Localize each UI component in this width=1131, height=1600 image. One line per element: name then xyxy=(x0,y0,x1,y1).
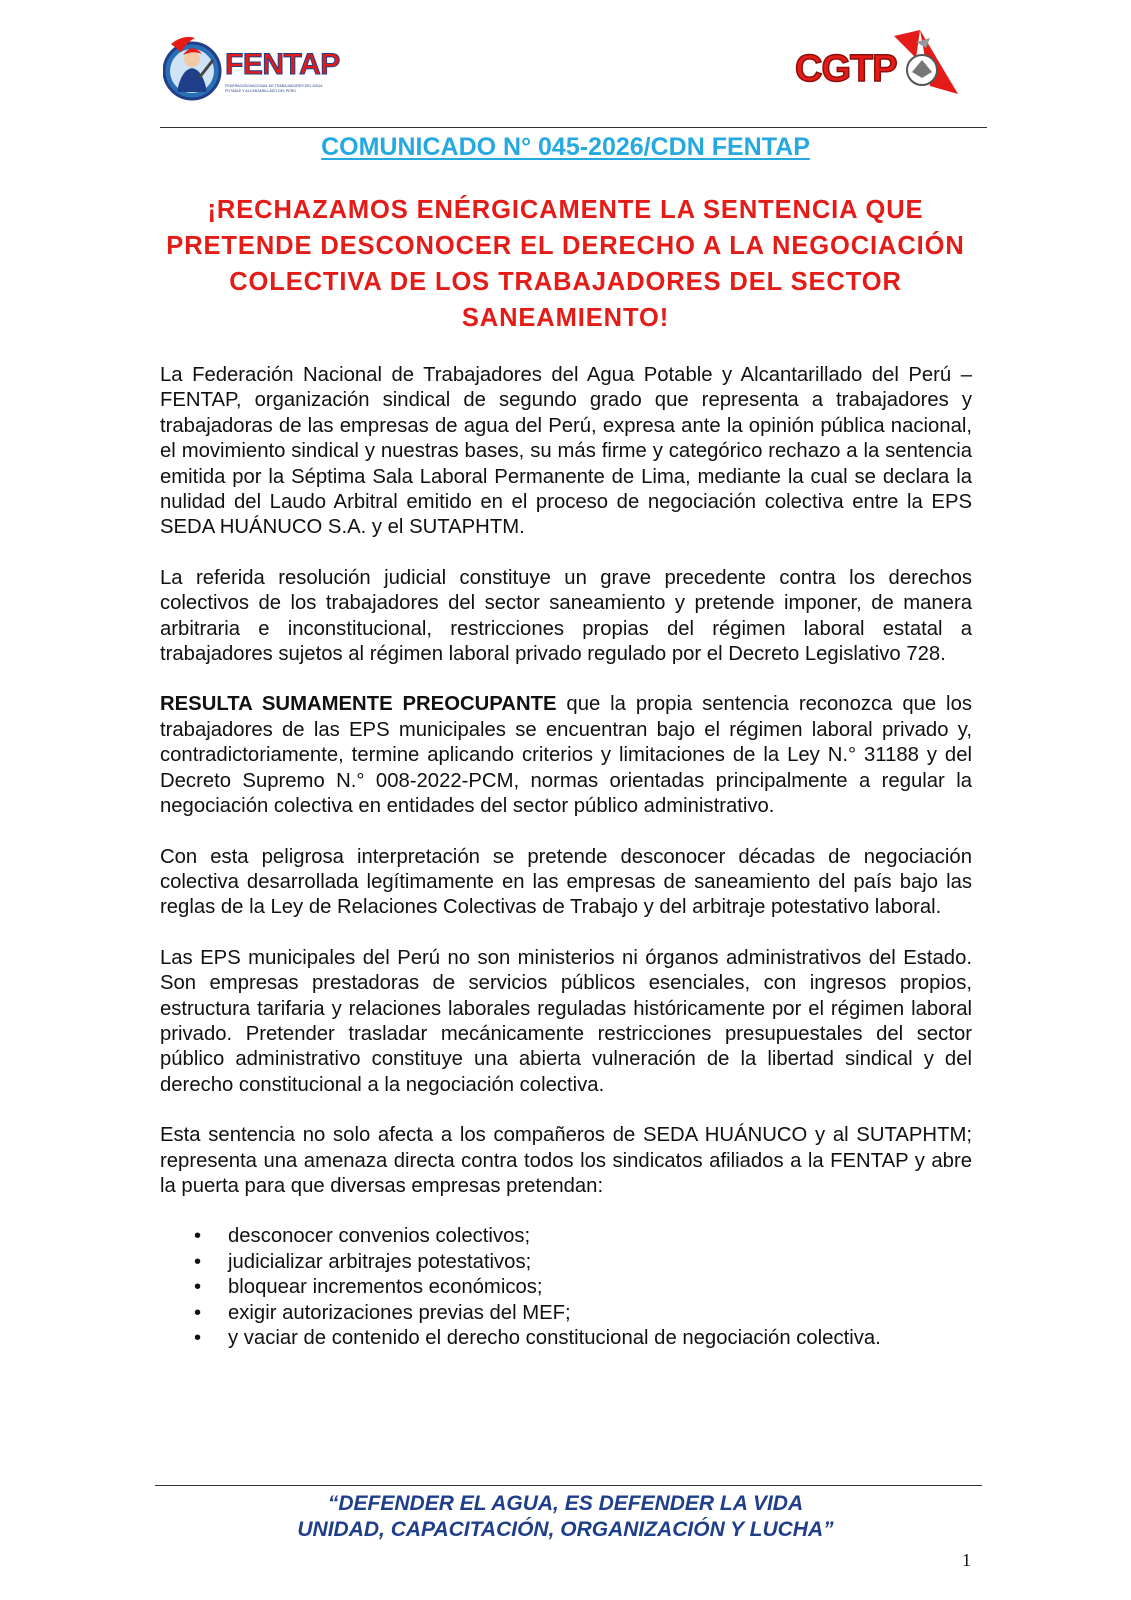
slogan-line-2: UNIDAD, CAPACITACIÓN, ORGANIZACIÓN Y LUCHA” xyxy=(297,1518,834,1541)
list-item: • judicializar arbitrajes potestativos; xyxy=(228,1250,972,1275)
list-item: • exigir autorizaciones previas del MEF; xyxy=(228,1301,972,1326)
cgtp-logo xyxy=(795,28,960,110)
fentap-tagline: FEDERACIÓN NACIONAL DE TRABAJADORES DEL AGUA POTABLE Y ALCANTARILLADO DEL PERÚ xyxy=(225,84,323,93)
list-item: • y vaciar de contenido el derecho constitucional de negociación colectiva. xyxy=(228,1326,972,1351)
paragraph-3 xyxy=(160,692,972,819)
page-number: 1 xyxy=(962,1550,971,1570)
footer-divider xyxy=(155,1485,982,1486)
cgtp-wordmark: CGTP xyxy=(795,48,897,90)
footer-slogan xyxy=(0,1491,1131,1543)
headline: ¡RECHAZAMOS ENÉRGICAMENTE LA SENTENCIA QUE PRETENDE DESCONOCER EL DERECHO A LA NEGOCIACIÓN COLECTIVA DE LOS TRABAJADORES DEL SECTOR SANEAMIENTO! xyxy=(166,196,965,332)
fentap-wordmark: FENTAP xyxy=(225,48,340,81)
slogan-line-1: “DEFENDER EL AGUA, ES DEFENDER LA VIDA xyxy=(327,1492,804,1515)
list-item: • desconocer convenios colectivos; xyxy=(228,1224,972,1249)
paragraph-2: La referida resolución judicial constituye un grave precedente contra los derechos colectivos de los trabajadores del sector saneamiento y pretende imponer, de manera arbitraria e inconstitucional, restricciones propias del régimen laboral estatal a trabajadores sujetos al régimen laboral privado regulado por el Decreto Legislativo 728. xyxy=(160,566,972,666)
fentap-logo xyxy=(163,30,343,112)
list-item: • bloquear incrementos económicos; xyxy=(228,1275,972,1300)
paragraph-3-emphasis: RESULTA SUMAMENTE PREOCUPANTE xyxy=(160,693,557,716)
paragraph-5: Las EPS municipales del Perú no son ministerios ni órganos administrativos del Estado. Son empresas prestadoras de servicios públicos esenciales, con ingresos propios, estructura tarifaria y relaciones laborales reguladas históricamente por el régimen laboral privado. Pretender trasladar mecánicamente restricciones presupuestales del sector público administrativo constituye una abierta vulneración de la libertad sindical y del derecho constitucional a la negociación colectiva. xyxy=(160,946,972,1096)
paragraph-6: Esta sentencia no solo afecta a los compañeros de SEDA HUÁNUCO y al SUTAPHTM; representa una amenaza directa contra todos los sindicatos afiliados a la FENTAP y abre la puerta para que diversas empresas pretendan: xyxy=(160,1124,972,1197)
consequences-list xyxy=(160,1224,972,1351)
document-body xyxy=(160,363,972,1351)
header-divider xyxy=(160,127,987,128)
paragraph-3-text: que la propia sentencia reconozca que los trabajadores de las EPS municipales se encuentran bajo el régimen laboral privado y, contradictoriamente, termine aplicando criterios y limitaciones de la Ley N.° 31188 y del Decreto Supremo N.° 008-2022-PCM, normas orientadas principalmente a regular la negociación colectiva en entidades del sector público administrativo. xyxy=(160,693,972,818)
communique-title: COMUNICADO N° 045-2026/CDN FENTAP xyxy=(321,133,810,161)
paragraph-1: La Federación Nacional de Trabajadores del Agua Potable y Alcantarillado del Perú – FENTAP, organización sindical de segundo grado que representa a trabajadores y trabajadoras de las empresas de agua del Perú, expresa ante la opinión pública nacional, el movimiento sindical y nuestras bases, su más firme y categórico rechazo a la sentencia emitida por la Séptima Sala Laboral Permanente de Lima, mediante la cual se declara la nulidad del Laudo Arbitral emitido en el proceso de negociación colectiva entre la EPS SEDA HUÁNUCO S.A. y el SUTAPHTM. xyxy=(160,364,972,539)
cgtp-flag-emblem-icon xyxy=(890,28,962,106)
paragraph-4: Con esta peligrosa interpretación se pretende desconocer décadas de negociación colectiva desarrollada legítimamente en las empresas de saneamiento del país bajo las reglas de la Ley de Relaciones Colectivas de Trabajo y del arbitraje potestativo laboral. xyxy=(160,845,972,919)
